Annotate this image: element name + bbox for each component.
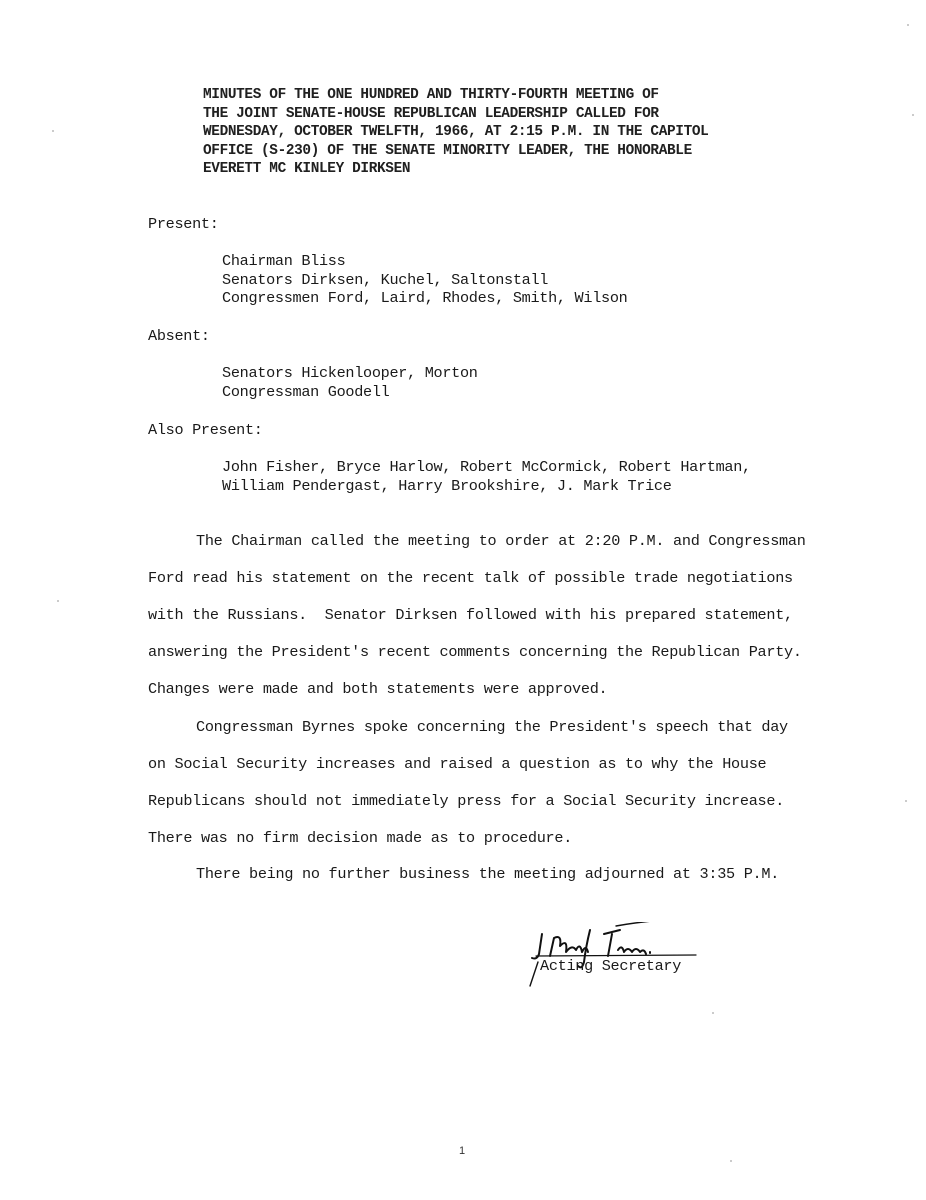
title-line: THE JOINT SENATE-HOUSE REPUBLICAN LEADERSHIP CALLED FOR: [203, 105, 659, 122]
title-line: MINUTES OF THE ONE HUNDRED AND THIRTY-FOURTH MEETING OF: [203, 87, 659, 103]
signature-block: [528, 922, 708, 992]
list-item: Congressman Goodell: [222, 382, 390, 401]
scan-speck: [912, 114, 914, 116]
paragraph-line: There was no firm decision made as to procedure.: [148, 829, 573, 847]
scan-speck: [57, 600, 59, 602]
title-line: EVERETT MC KINLEY DIRKSEN: [203, 161, 411, 178]
also-present-label: Also Present:: [148, 421, 263, 439]
paragraph-line: The Chairman called the meeting to order at 2:20 P.M. and Congressman: [196, 532, 806, 550]
paragraph-opening: [148, 523, 848, 708]
paragraph-line: Republicans should not immediately press for a Social Security increase.: [148, 792, 785, 810]
paragraph-line: answering the President's recent comments concerning the Republican Party.: [148, 643, 802, 661]
paragraph-social-security: [148, 709, 848, 857]
list-item: Senators Dirksen, Kuchel, Saltonstall: [222, 270, 549, 289]
scan-speck: [730, 1160, 732, 1162]
scan-speck: [905, 800, 907, 802]
paragraph-line: Changes were made and both statements were approved.: [148, 680, 608, 698]
title-line: OFFICE (S-230) OF THE SENATE MINORITY LEADER, THE HONORABLE: [203, 142, 692, 159]
paragraph-line: There being no further business the meeting adjourned at 3:35 P.M.: [196, 865, 780, 883]
also-present-list: [222, 458, 751, 495]
paragraph-line: with the Russians. Senator Dirksen followed with his prepared statement,: [148, 606, 793, 624]
list-item: Senators Hickenlooper, Morton: [222, 364, 478, 382]
list-item: John Fisher, Bryce Harlow, Robert McCormick, Robert Hartman,: [222, 458, 751, 476]
list-item: Congressmen Ford, Laird, Rhodes, Smith, Wilson: [222, 289, 628, 308]
scan-speck: [52, 130, 54, 132]
paragraph-line: Congressman Byrnes spoke concerning the President's speech that day: [196, 718, 788, 736]
list-item: Chairman Bliss: [222, 252, 346, 270]
paragraph-line: Ford read his statement on the recent talk of possible trade negotiations: [148, 569, 793, 587]
paragraph-line: on Social Security increases and raised a question as to why the House: [148, 755, 767, 773]
present-list: [222, 252, 627, 308]
scan-speck: [907, 24, 909, 26]
signature-title: Acting Secretary: [540, 957, 682, 975]
title-line: WEDNESDAY, OCTOBER TWELFTH, 1966, AT 2:15 P.M. IN THE CAPITOL: [203, 124, 709, 141]
document-title: [203, 86, 803, 179]
scan-speck: [712, 1012, 714, 1014]
page-number: 1: [459, 1145, 466, 1157]
list-item: William Pendergast, Harry Brookshire, J. Mark Trice: [222, 476, 672, 495]
absent-label: Absent:: [148, 327, 210, 345]
present-label: Present:: [148, 215, 219, 233]
absent-list: [222, 364, 478, 401]
paragraph-adjournment: [148, 856, 848, 893]
